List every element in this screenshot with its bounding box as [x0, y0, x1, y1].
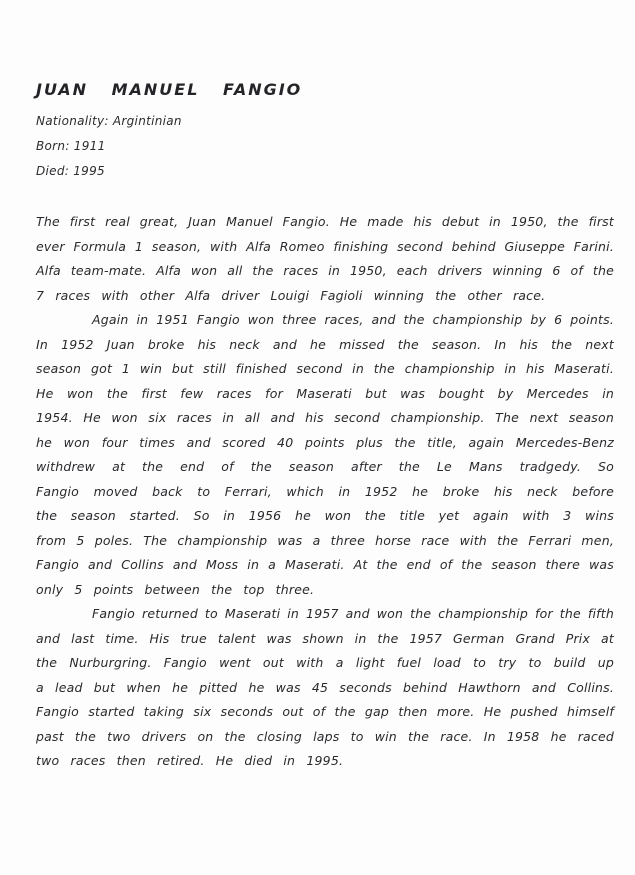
handwritten-line: The first real great, Juan Manuel Fangio. He made his debut in 1950, the first	[36, 214, 614, 229]
essay-body	[36, 210, 614, 774]
handwritten-line: 7 races with other Alfa driver Louigi Fagioli winning the other race.	[36, 287, 546, 303]
handwritten-line: past the two drivers on the closing laps to win the race. In 1958 he raced	[36, 728, 614, 744]
handwritten-line: a lead but when he pitted he was 45 seconds behind Hawthorn and Collins.	[36, 679, 614, 695]
handwritten-line: ever Formula 1 season, with Alfa Romeo finishing second behind Giuseppe Farini.	[36, 238, 614, 254]
handwritten-line: In 1952 Juan broke his neck and he missed the season. In his the next	[36, 336, 614, 352]
document-header	[36, 80, 614, 184]
handwritten-line: Fangio returned to Maserati in 1957 and won the championship for the fifth	[92, 606, 614, 621]
paragraph	[36, 210, 614, 308]
died-line: Died: 1995	[36, 164, 105, 178]
handwritten-line: Alfa team-mate. Alfa won all the races in 1950, each drivers winning 6 of the	[36, 263, 614, 278]
paragraph	[36, 602, 614, 774]
paragraph	[36, 308, 614, 602]
born-line: Born: 1911	[36, 139, 106, 153]
handwritten-line: the season started. So in 1956 he won the title yet again with 3 wins	[36, 508, 614, 523]
handwritten-line: Again in 1951 Fangio won three races, and the championship by 6 points.	[92, 312, 614, 327]
page-content	[36, 80, 614, 774]
handwritten-line: from 5 poles. The championship was a three horse race with the Ferrari men,	[36, 532, 614, 548]
handwritten-line: 1954. He won six races in all and his second championship. The next season	[36, 410, 614, 425]
handwritten-line: Fangio started taking six seconds out of the gap then more. He pushed himself	[36, 704, 614, 719]
handwritten-line: the Nurburgring. Fangio went out with a light fuel load to try to build up	[36, 655, 614, 670]
handwritten-line: Fangio moved back to Ferrari, which in 1952 he broke his neck before	[36, 483, 614, 499]
handwritten-line: only 5 points between the top three.	[36, 581, 315, 597]
handwritten-line: season got 1 win but still finished second in the championship in his Maserati.	[36, 361, 614, 376]
nationality-line: Nationality: Argintinian	[36, 114, 182, 128]
handwritten-line: withdrew at the end of the season after the Le Mans tradgedy. So	[36, 459, 614, 474]
handwritten-line: Fangio and Collins and Moss in a Maserati. At the end of the season there was	[36, 557, 614, 572]
handwritten-line: two races then retired. He died in 1995.	[36, 753, 344, 768]
handwritten-line: he won four times and scored 40 points plus the title, again Mercedes-Benz	[36, 434, 614, 450]
page-title: JUAN MANUEL FANGIO	[36, 80, 303, 99]
handwritten-line: and last time. His true talent was shown in the 1957 German Grand Prix at	[36, 630, 614, 646]
handwritten-line: He won the first few races for Maserati but was bought by Mercedes in	[36, 385, 614, 401]
